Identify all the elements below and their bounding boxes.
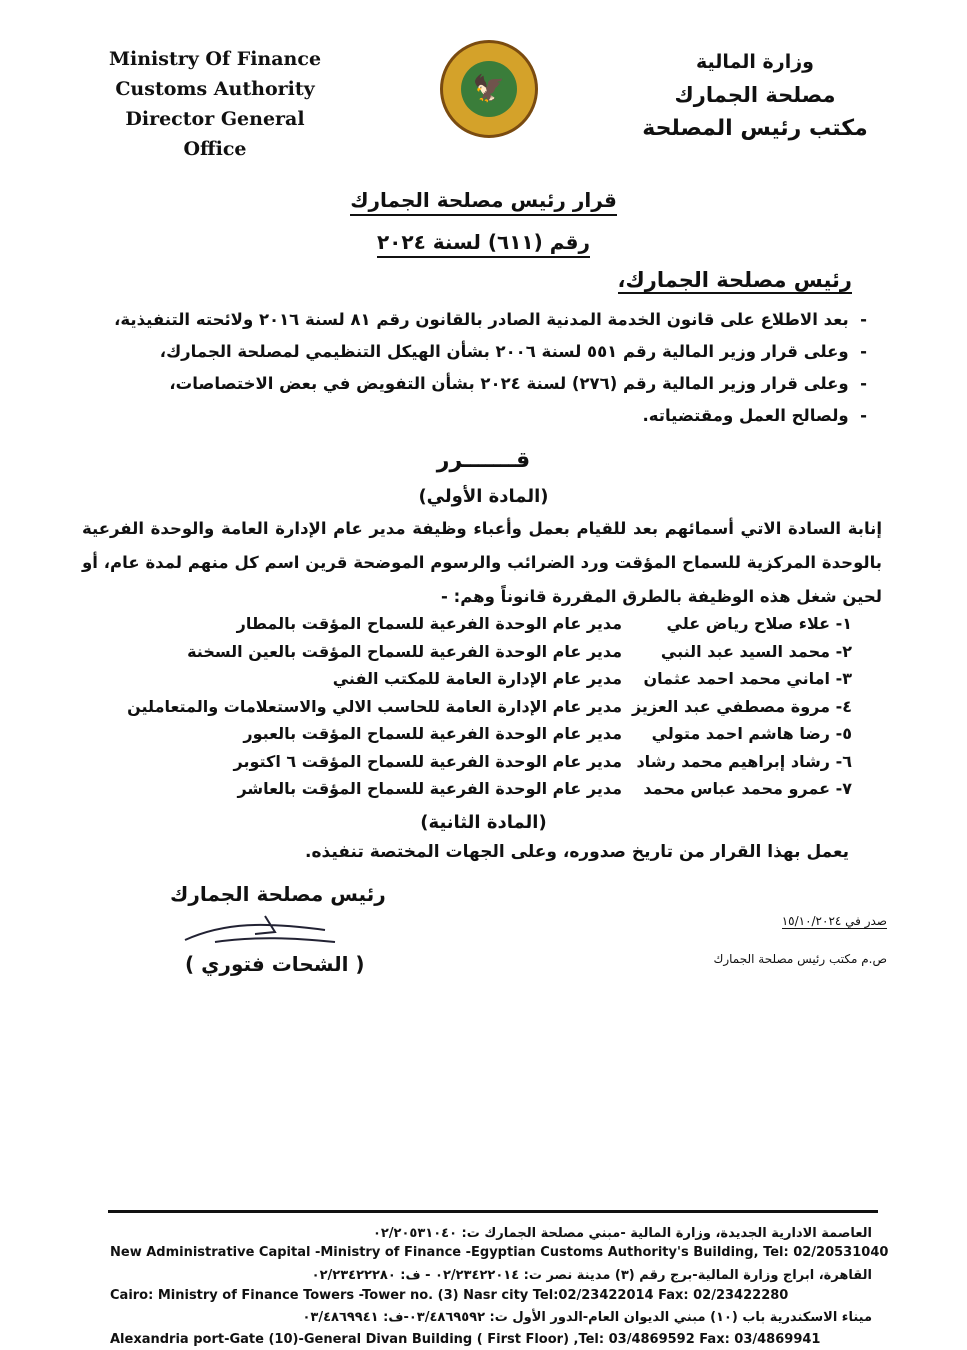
- appointee-row: [92, 724, 852, 743]
- footer-line: Cairo: Ministry of Finance Towers -Tower no. (3) Nasr city Tel:02/23422014 Fax: 02/23422280: [110, 1288, 789, 1303]
- appointee-position: مدير عام الوحدة الفرعية للسماح المؤقت بالعين السخنة: [187, 641, 622, 661]
- appointee-row: [92, 614, 852, 633]
- appointee-row: [92, 642, 852, 661]
- handwritten-signature: [175, 912, 345, 952]
- footer-line: العاصمة الادارية الجديدة، وزارة المالية -مبني مصلحة الجمارك ت: ٠٢/٢٠٥٣١٠٤٠: [372, 1226, 872, 1241]
- appointee-row: [92, 697, 852, 716]
- decided-heading: قـــــــرر: [436, 448, 531, 473]
- appointee-name: ٦- رشاد إبراهيم محمد رشاد: [636, 751, 852, 771]
- authority-name: Customs Authority: [115, 78, 315, 100]
- signatory-title: رئيس مصلحة الجمارك: [170, 882, 386, 906]
- article2-text: يعمل بهذا القرار من تاريخ صدوره، وعلى الجهات المختصة تنفيذه.: [305, 842, 849, 862]
- signatory-name: ( الشحات فتوري ): [185, 952, 365, 976]
- article2-title: (المادة الثانية): [420, 812, 547, 833]
- appointee-position: مدير عام الوحدة الفرعية للسماح المؤقت بالعاشر: [237, 779, 622, 798]
- ministry-name-ar: وزارة المالية: [696, 51, 814, 73]
- authority-name-ar: مصلحة الجمارك: [674, 83, 836, 107]
- ministry-name: Ministry Of Finance: [108, 48, 322, 70]
- footer-line: New Administrative Capital -Ministry of Finance -Egyptian Customs Authority's Building, Tel: 02/20531040: [110, 1245, 889, 1260]
- appointee-name: ٣- اماني محمد احمد عثمان: [643, 669, 852, 688]
- preamble-item: - وعلى قرار وزير المالية رقم (٢٧٦) لسنة ٢٠٢٤ بشأن التفويض في بعض الاختصاصات،: [169, 374, 867, 393]
- issue-date: صدر في ١٥/١٠/٢٠٢٤: [781, 914, 887, 928]
- arabic-letterhead: [635, 46, 875, 145]
- footer-line: Alexandria port-Gate (10)-General Divan Building ( First Floor) ,Tel: 03/4869592 Fax: 03/4869941: [110, 1332, 821, 1347]
- office-name: Director General Office: [125, 108, 305, 160]
- appointee-name: ٢- محمد السيد عبد النبي: [660, 641, 852, 661]
- footer-line: ميناء الاسكندرية باب (١٠) مبني الديوان العام-الدور الأول ت: ٠٣/٤٨٦٩٥٩٢-ف: ٠٣/٤٨٦٩٩٤١: [302, 1310, 872, 1325]
- article1-title: (المادة الأولي): [418, 486, 549, 507]
- english-letterhead: [100, 44, 330, 164]
- office-name-ar: مكتب رئيس المصلحة: [642, 116, 868, 141]
- appointee-row: [92, 752, 852, 771]
- appointee-name: ٥- رضا هاشم احمد متولي: [651, 724, 852, 743]
- appointee-name: ٧- عمرو محمد عباس محمد: [643, 779, 852, 798]
- decree-number: رقم (٦١١) لسنة ٢٠٢٤: [0, 230, 967, 254]
- office-note: ص.م مكتب رئيس مصلحة الجمارك: [713, 952, 887, 966]
- decree-title: قرار رئيس مصلحة الجمارك: [0, 188, 967, 212]
- appointee-row: [92, 669, 852, 688]
- appointee-name: ٤- مروة مصطفي عبد العزيز: [631, 696, 852, 716]
- appointee-position: مدير عام الإدارة العامة للحاسب الالي والاستعلامات والمتعاملين: [127, 696, 622, 716]
- appointee-row: [92, 779, 852, 798]
- issuer: رئيس مصلحة الجمارك،: [617, 268, 852, 292]
- footer-divider: [108, 1210, 878, 1213]
- appointee-position: مدير عام الوحدة الفرعية للسماح المؤقت بالعبور: [243, 724, 622, 743]
- appointee-name: ١- علاء صلاح رياض علي: [666, 614, 852, 633]
- eagle-icon: 🦅: [461, 61, 517, 117]
- appointee-position: مدير عام الوحدة الفرعية للسماح المؤقت ٦ اكتوبر: [233, 751, 622, 771]
- customs-seal-logo: [440, 40, 538, 138]
- preamble-item: - بعد الاطلاع على قانون الخدمة المدنية الصادر بالقانون رقم ٨١ لسنة ٢٠١٦ ولائحته التنفيذية،: [114, 310, 867, 329]
- article1-text: إنابة السادة الاتي أسمائهم بعد للقيام بعمل وأعباء وظيفة مدير عام الإدارة العامة والوحدة الفرعية بالوحدة المركزية للسماح المؤقت ورد الضرائب والرسوم الموضحة قرين اسم كل منهم لمدة عام، أو لحين شغل هذه الوظيفة بالطرق المقررة قانوناً وهم: -: [82, 519, 882, 606]
- footer-line: القاهرة، ابراج وزارة المالية-برج رقم (٣) مدينة نصر ت: ٠٢/٢٣٤٢٢٠١٤ - ف: ٠٢/٢٣٤٢٢٢٨٠: [311, 1268, 872, 1283]
- preamble-item: - وعلى قرار وزير المالية رقم ٥٥١ لسنة ٢٠٠٦ بشأن الهيكل التنظيمي لمصلحة الجمارك،: [159, 342, 867, 361]
- appointee-position: مدير عام الوحدة الفرعية للسماح المؤقت بالمطار: [236, 614, 622, 633]
- appointee-position: مدير عام الإدارة العامة للمكتب الفني: [332, 669, 622, 688]
- preamble-item: - ولصالح العمل ومقتضياته.: [642, 406, 867, 425]
